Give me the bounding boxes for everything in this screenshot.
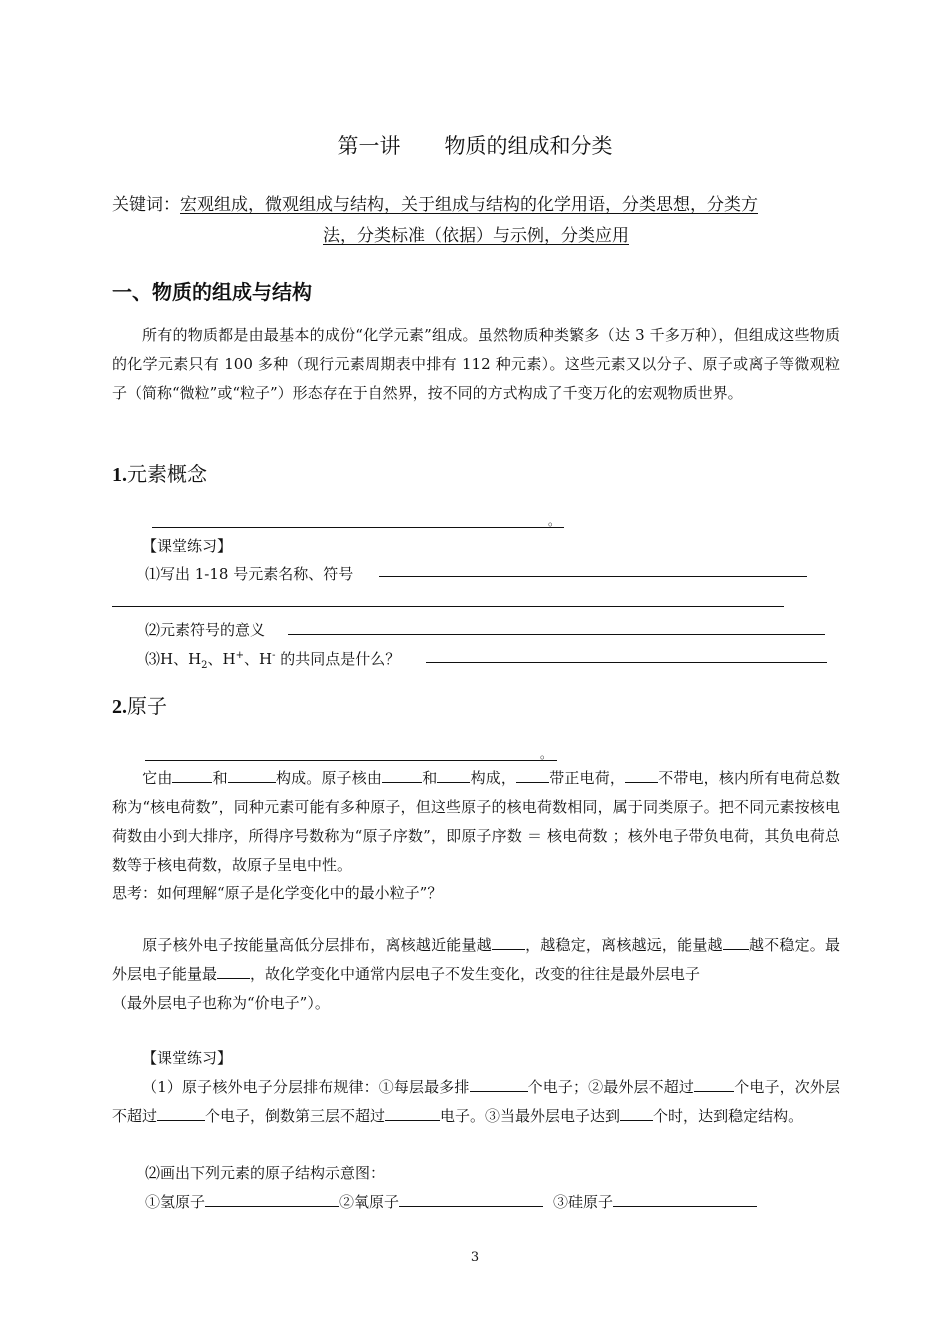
e1-text-f: 电子。③当最外层电子达到 bbox=[440, 1107, 621, 1125]
e1-text-b: 个电子；②最外层不超过 bbox=[527, 1078, 695, 1096]
e1-text-g: 个时， bbox=[653, 1107, 699, 1125]
atom-definition-blank[interactable] bbox=[145, 760, 557, 761]
e1-text-a: （1）原子核外电子分层排布规律：①每层最多排 bbox=[142, 1078, 470, 1096]
blank-c3[interactable] bbox=[157, 1104, 205, 1121]
p2-text-a: 原子核外电子按能量高低分层排布，离核越近能量越 bbox=[142, 936, 492, 954]
e1-text-d: 子，次外层不超过 bbox=[112, 1078, 840, 1125]
element-heading-text: 元素概念 bbox=[127, 462, 207, 486]
atom-definition-period: 。 bbox=[540, 747, 553, 761]
element-definition-blank[interactable] bbox=[152, 527, 564, 528]
p2-text-c: 越不 bbox=[748, 936, 780, 954]
exercise-label-2: 【课堂练习】 bbox=[142, 1049, 233, 1067]
p1-text-c: 构成。原子核由 bbox=[275, 769, 383, 787]
answer-line-q3[interactable] bbox=[426, 662, 827, 663]
p2-text-b: ，越稳定，离核越远，能量越 bbox=[524, 936, 723, 954]
element-definition-period: 。 bbox=[548, 514, 561, 528]
intro-paragraph: 所有的物质都是由最基本的成份“化学元素”组成。虽然物质种类繁多（达 3 千多万种），但组成这些物质的化学元素只有 100 多种（现行元素周期表中排有 112 种元素）。这些元素又以分子、原子或离子等微观粒子（简称“微粒”或“粒子”）形态存在于自然界，按不同的方式构成了千变万化的宏观物质世界。 bbox=[112, 326, 840, 402]
p2-text-e: ，故化学变化中通常内层电子不发生变化，改变的往往是最外层电子 bbox=[250, 965, 701, 983]
atom-heading bbox=[112, 690, 167, 719]
q3-text-b: 、H bbox=[207, 650, 236, 668]
q3-text-a: ⑶H、H bbox=[145, 650, 202, 668]
keywords-label: 关键词： bbox=[112, 195, 180, 215]
keywords-block bbox=[112, 190, 840, 252]
q3-text-c: 、H bbox=[244, 650, 273, 668]
p1-text-e: 构成， bbox=[470, 769, 517, 787]
q3-subscript: 2 bbox=[201, 660, 208, 671]
p1-text-b: 和 bbox=[212, 769, 228, 787]
answer-line-q1a[interactable] bbox=[379, 576, 807, 577]
blank-a2[interactable] bbox=[228, 766, 276, 783]
blank-a4[interactable] bbox=[437, 766, 470, 783]
exercise-1 bbox=[112, 1073, 840, 1131]
e2-oxygen: ②氧原子 bbox=[339, 1193, 400, 1211]
blank-c4[interactable] bbox=[385, 1104, 440, 1121]
exercise-2-items bbox=[145, 1190, 757, 1212]
p2-text-f: （最外层电子也称为“价电子”）。 bbox=[112, 994, 330, 1012]
e2-silicon: ③硅原子 bbox=[553, 1193, 614, 1211]
q3-superscript-plus: + bbox=[235, 650, 245, 661]
answer-line-q1b[interactable] bbox=[112, 606, 784, 607]
p1-text-f: 带正电荷， bbox=[549, 769, 626, 787]
blank-c1[interactable] bbox=[470, 1075, 528, 1092]
p2-text-d: 稳定。最外层电子能量最 bbox=[112, 936, 840, 983]
blank-hydrogen[interactable] bbox=[205, 1190, 339, 1207]
p1-text-rest: 电荷总数称为“核电荷数”，同种元素可能有多种原子，但这些原子的核电荷数相同，属于同类原子。把不同元素按核电荷数由小到大排序，所得序号数称为“原子序数”，即原子序数 ＝ 核电荷数 ；核外电子带负电荷，其负电荷总数等于核电荷数，故原子呈电中性。 bbox=[112, 769, 840, 874]
atom-paragraph-2 bbox=[112, 931, 840, 1018]
blank-a3[interactable] bbox=[382, 766, 422, 783]
e1-text-e: 个电子，倒数第三层不超过 bbox=[205, 1107, 386, 1125]
exercise-2: ⑵画出下列元素的原子结构示意图： bbox=[145, 1164, 386, 1182]
element-heading bbox=[112, 458, 207, 487]
atom-heading-num: 2. bbox=[112, 696, 127, 718]
blank-c2[interactable] bbox=[694, 1075, 734, 1092]
page-title bbox=[0, 130, 950, 160]
blank-a1[interactable] bbox=[172, 766, 212, 783]
keywords-line1: 宏观组成，微观组成与结构，关于组成与结构的化学用语，分类思想，分类方 bbox=[180, 195, 758, 215]
e1-text-c: 个电 bbox=[734, 1078, 765, 1096]
p1-text-d: 和 bbox=[422, 769, 438, 787]
answer-line-q2[interactable] bbox=[288, 634, 825, 635]
question-3 bbox=[145, 648, 400, 671]
question-2: ⑵元素符号的意义 bbox=[145, 621, 266, 639]
atom-paragraph-1 bbox=[112, 764, 840, 880]
exercise-label-1: 【课堂练习】 bbox=[142, 537, 233, 555]
blank-a6[interactable] bbox=[625, 766, 658, 783]
element-heading-num: 1. bbox=[112, 464, 127, 486]
blank-b2[interactable] bbox=[723, 933, 749, 950]
title-topic: 物质的组成和分类 bbox=[444, 134, 613, 158]
title-lecture: 第一讲 bbox=[337, 134, 401, 158]
e2-hydrogen: ①氢原子 bbox=[145, 1193, 206, 1211]
p1-text-a: 它由 bbox=[142, 769, 173, 787]
blank-b1[interactable] bbox=[492, 933, 525, 950]
blank-silicon[interactable] bbox=[613, 1190, 757, 1207]
blank-c5[interactable] bbox=[620, 1104, 653, 1121]
p1-text-g: 不带电，核内所有 bbox=[658, 769, 780, 787]
question-1: ⑴写出 1-18 号元素名称、符号 bbox=[145, 565, 354, 583]
keywords-line2: 法，分类标准（依据）与示例，分类应用 bbox=[323, 226, 629, 246]
q3-superscript-minus: - bbox=[272, 650, 276, 661]
think-question: 思考：如何理解“原子是化学变化中的最小粒子”？ bbox=[112, 884, 443, 902]
e1-text-h: 达到稳定结构。 bbox=[698, 1107, 804, 1125]
page-number: 3 bbox=[470, 1250, 480, 1265]
q3-text-d: 的共同点是什么？ bbox=[275, 650, 401, 668]
blank-a5[interactable] bbox=[516, 766, 549, 783]
atom-heading-text: 原子 bbox=[127, 694, 167, 718]
section-heading: 一、物质的组成与结构 bbox=[112, 280, 312, 304]
blank-b3[interactable] bbox=[217, 962, 250, 979]
blank-oxygen[interactable] bbox=[399, 1190, 543, 1207]
